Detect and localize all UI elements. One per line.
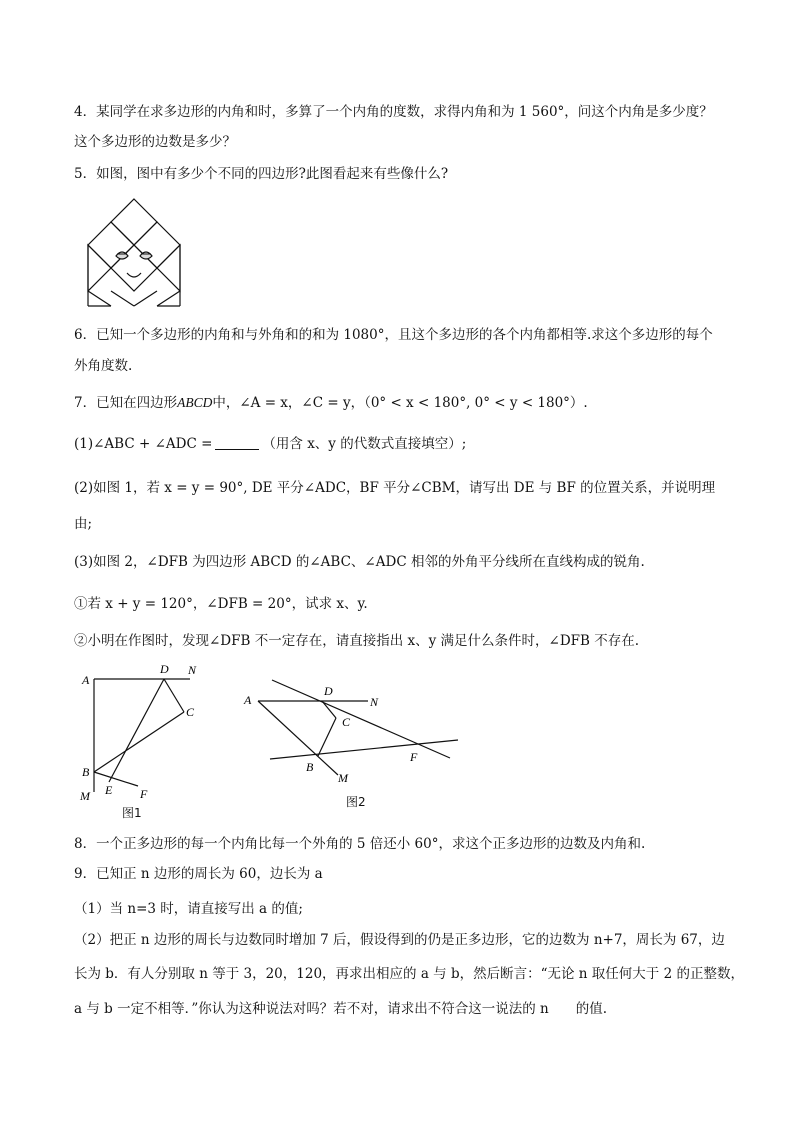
q7-part-1 (74, 434, 466, 454)
fig1-label-n: N (188, 663, 197, 677)
q7-intro-quad: ABCD (177, 395, 213, 410)
fig2-label-d: D (324, 684, 333, 698)
q4-line-2: 这个多边形的边数是多少？ (74, 134, 236, 150)
q9-line-3: （2）把正 n 边形的周长与边数同时增加 7 后，假设得到的仍是正多边形，它的边数为 n+7，周长为 67，边 (74, 932, 725, 948)
fig2-label-n: N (370, 695, 379, 709)
fig2-label-f: F (410, 750, 418, 764)
q7-part-3-ii: ②小明在作图时，发现∠DFB 不一定存在，请直接指出 x、y 满足什么条件时，∠DFB 不存在. (74, 633, 640, 649)
figure-2 (238, 670, 468, 788)
q9-line-4: 长为 b．有人分别取 n 等于 3，20，120，再求出相应的 a 与 b，然后断言：“无论 n 取任何大于 2 的正整数， (74, 966, 744, 982)
q7-part-2-line-1: (2)如图 1，若 x = y = 90°, DE 平分∠ADC，BF 平分∠CBM，请写出 DE 与 BF 的位置关系，并说明理 (74, 480, 716, 496)
face-quadrilateral-figure (80, 196, 188, 308)
diamond-top (111, 199, 157, 245)
q7-part-3: (3)如图 2，∠DFB 为四边形 ABCD 的∠ABC、∠ADC 相邻的外角平分线所在直线构成的锐角. (74, 554, 645, 570)
q9-line-5: a 与 b 一定不相等．”你认为这种说法对吗？若不对，请求出不符合这一说法的 n 的值. (74, 1001, 607, 1017)
q7-part-2-line-2: 由; (74, 516, 93, 532)
figure-1-caption: 图1 (122, 806, 142, 820)
fig1-label-b: B (82, 765, 90, 779)
diamond-left (88, 222, 134, 268)
diamond-bottom (111, 245, 157, 291)
fig1-label-e: E (105, 783, 113, 797)
q7-part-1-b: （用含 x、y 的代数式直接填空）; (262, 436, 467, 452)
fig1-label-m: M (80, 789, 90, 800)
q9-line-2: （1）当 n=3 时，请直接写出 a 的值; (74, 901, 303, 917)
figure-1 (76, 660, 216, 800)
fig2-label-a: A (244, 693, 252, 707)
diamond-right (134, 222, 180, 268)
q7-part-1-a: (1)∠ABC + ∠ADC = (74, 436, 213, 452)
fig2-label-b: B (306, 760, 314, 774)
q7-intro (74, 393, 588, 413)
q6-line-2: 外角度数. (74, 358, 133, 374)
q7-part-3-i: ①若 x + y = 120°，∠DFB = 20°，试求 x、y. (74, 596, 368, 612)
figure-2-caption: 图2 (346, 795, 366, 809)
fig1-label-c: C (186, 705, 195, 719)
fig2-label-c: C (342, 715, 351, 729)
q4-line-1: 4．某同学在求多边形的内角和时，多算了一个内角的度数，求得内角和为 1 560°，问这个内角是多少度？ (74, 104, 713, 120)
fig1-label-a: A (82, 673, 90, 687)
q7-intro-c: 中，∠A = x，∠C = y，（0° < x < 180°, 0° < y < 180°）. (212, 395, 588, 411)
fig1-label-d: D (160, 662, 169, 676)
diamond-bottom-right (157, 245, 180, 291)
smile-icon (127, 273, 141, 277)
q7-intro-a: 7．已知在四边形 (74, 395, 178, 411)
q8-line-1: 8．一个正多边形的每一个内角比每一个外角的 5 倍还小 60°，求这个正多边形的边数及内角和. (74, 836, 646, 852)
answer-blank[interactable] (215, 435, 259, 450)
fig1-label-f: F (140, 787, 148, 800)
q5-line-1: 5．如图，图中有多少个不同的四边形?此图看起来有些像什么? (74, 166, 449, 182)
q9-line-1: 9．已知正 n 边形的周长为 60，边长为 a (74, 866, 323, 882)
diamond-bottom-left (88, 245, 111, 291)
fig2-label-m: M (338, 771, 348, 785)
q6-line-1: 6．已知一个多边形的内角和与外角和的和为 1080°，且这个多边形的各个内角都相等.求这个多边形的每个 (74, 327, 713, 343)
